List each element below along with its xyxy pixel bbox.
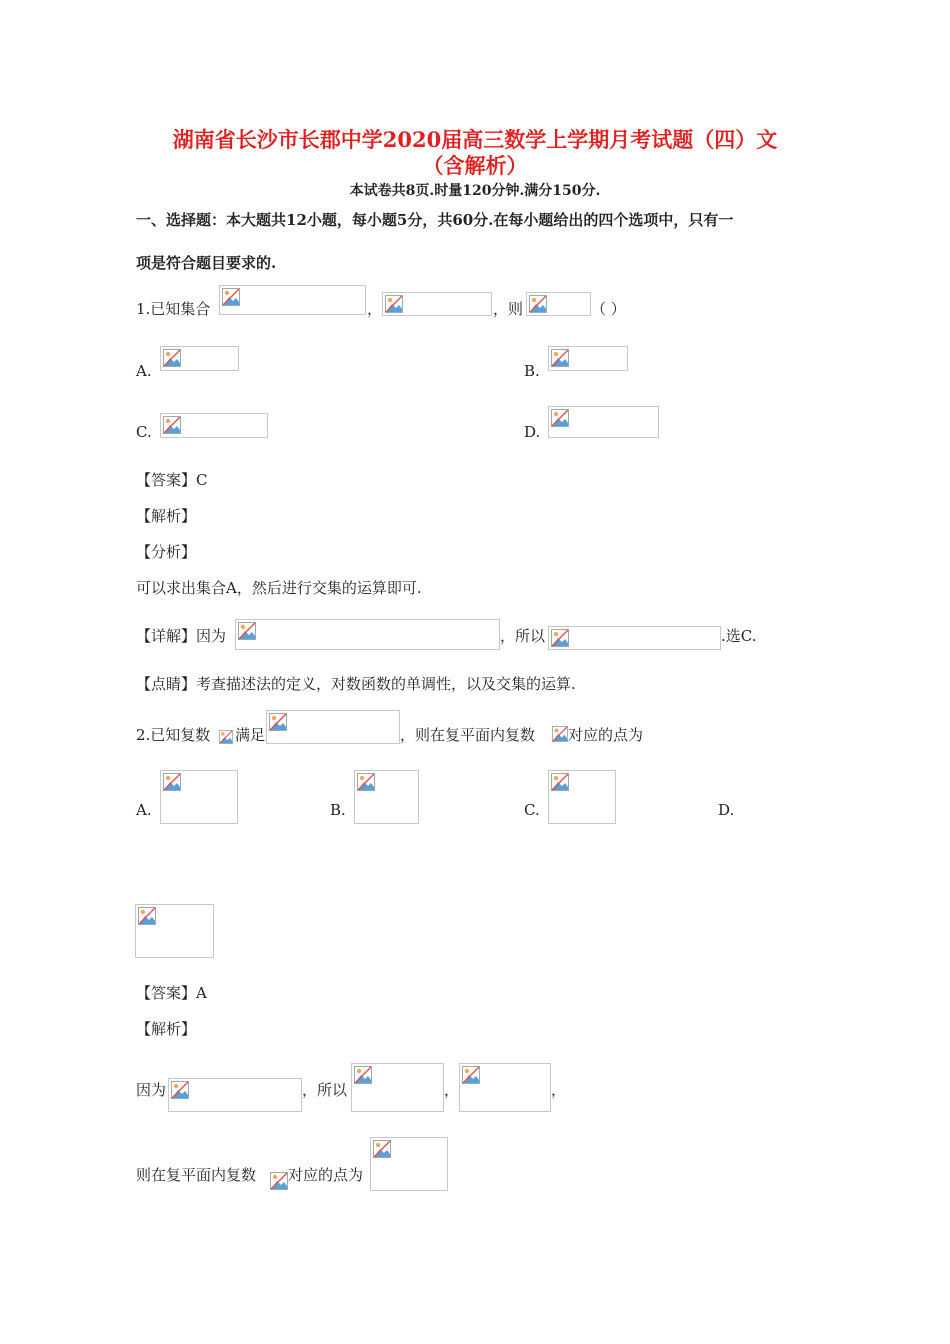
q1-option-d-label: D.	[524, 423, 541, 441]
exam-info: 本试卷共8页.时量120分钟.满分150分.	[349, 183, 601, 199]
q1-analysis-label: 【解析】	[136, 507, 197, 525]
formula-image	[235, 619, 500, 650]
formula-image	[552, 726, 568, 744]
q2-option-c-label: C.	[524, 801, 540, 819]
formula-image	[160, 413, 268, 438]
formula-image	[382, 292, 492, 316]
q1-detail-prefix: 【详解】因为	[136, 627, 227, 645]
broken-image-icon	[354, 1066, 372, 1084]
broken-image-icon	[138, 907, 156, 925]
q2-final-prefix: 则在复平面内复数	[136, 1166, 257, 1184]
formula-image	[354, 770, 419, 824]
formula-image	[135, 904, 214, 958]
formula-image	[160, 346, 239, 371]
broken-image-icon	[529, 295, 547, 313]
formula-image	[526, 292, 591, 316]
q2-option-a-label: A.	[136, 801, 152, 819]
page-title-line2: （含解析）	[422, 153, 528, 178]
q2-because: 因为	[136, 1081, 167, 1099]
broken-image-icon	[270, 1172, 288, 1190]
q2-so: ，所以	[302, 1081, 348, 1099]
broken-image-icon	[357, 773, 375, 791]
formula-image	[219, 285, 366, 315]
broken-image-icon	[222, 288, 240, 306]
formula-image	[459, 1063, 551, 1112]
q2-stem-mid: 满足	[235, 726, 266, 744]
broken-image-icon	[462, 1066, 480, 1084]
formula-image	[160, 770, 238, 824]
broken-image-icon	[551, 773, 569, 791]
q2-stem-prefix: 2.已知复数	[136, 726, 211, 744]
q1-paren: （ ）	[591, 300, 626, 318]
q1-comma: ，	[367, 300, 383, 318]
formula-image	[548, 346, 628, 371]
q2-final-end: 对应的点为	[288, 1166, 364, 1184]
formula-image	[370, 1137, 448, 1191]
formula-image	[548, 626, 721, 650]
broken-image-icon	[163, 349, 181, 367]
q1-option-c-label: C.	[136, 423, 152, 441]
broken-image-icon	[551, 629, 569, 647]
q2-option-b-label: B.	[330, 801, 346, 819]
broken-image-icon	[219, 730, 233, 744]
q1-option-a-label: A.	[136, 362, 152, 380]
formula-image	[266, 710, 400, 744]
q1-then: ，则	[493, 300, 524, 318]
broken-image-icon	[373, 1140, 391, 1158]
formula-image	[548, 406, 659, 438]
q2-stem-end: 对应的点为	[568, 726, 644, 744]
broken-image-icon	[238, 622, 256, 640]
q2-option-d-label: D.	[718, 801, 735, 819]
formula-image	[219, 730, 235, 746]
broken-image-icon	[171, 1081, 189, 1099]
broken-image-icon	[163, 416, 181, 434]
formula-image	[168, 1078, 302, 1112]
q2-answer: 【答案】A	[136, 984, 207, 1002]
broken-image-icon	[551, 349, 569, 367]
broken-image-icon	[385, 295, 403, 313]
q1-comment: 【点睛】考查描述法的定义，对数函数的单调性，以及交集的运算.	[136, 675, 576, 693]
formula-image	[548, 770, 616, 824]
formula-image	[270, 1172, 288, 1192]
q1-option-b-label: B.	[524, 362, 540, 380]
q1-stem-prefix: 1.已知集合	[136, 300, 211, 318]
q1-detail-end: .选C.	[721, 627, 757, 645]
q2-analysis-label: 【解析】	[136, 1020, 197, 1038]
section-heading: 一、选择题：本大题共12小题，每小题5分，共60分.在每小题给出的四个选项中，只有一	[136, 211, 734, 229]
q1-detail-mid: ，所以	[500, 627, 546, 645]
q1-answer: 【答案】C	[136, 471, 208, 489]
q1-fenxi-text: 可以求出集合A，然后进行交集的运算即可.	[136, 579, 422, 597]
formula-image	[351, 1063, 444, 1112]
q1-fenxi-label: 【分析】	[136, 543, 197, 561]
q2-comma-end: ，	[551, 1081, 567, 1099]
q2-comma: ，	[444, 1081, 460, 1099]
broken-image-icon	[163, 773, 181, 791]
section-heading-line2: 项是符合题目要求的.	[136, 254, 277, 272]
page-title: 湖南省长沙市长郡中学2020届高三数学上学期月考试题（四）文	[172, 127, 778, 152]
broken-image-icon	[269, 713, 287, 731]
q2-stem-mid2: ，则在复平面内复数	[400, 726, 536, 744]
broken-image-icon	[551, 409, 569, 427]
broken-image-icon	[552, 726, 568, 742]
